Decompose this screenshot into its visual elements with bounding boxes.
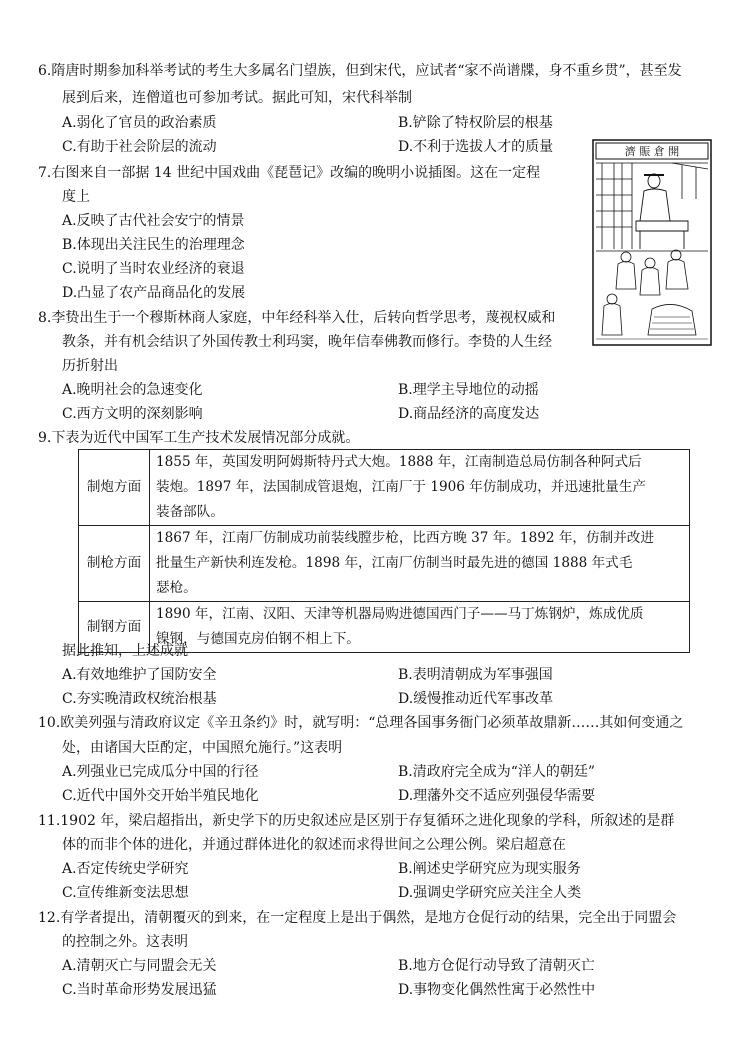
- q10-stem-line1: 10.欧美列强与清政府议定《辛丑条约》时，就写明：“总理各国事务衙门必须革故鼎新……其如何变通之: [38, 715, 684, 731]
- q8-option-a[interactable]: A.晚明社会的急速变化: [62, 382, 203, 398]
- q11-option-a[interactable]: A.否定传统史学研究: [62, 861, 189, 877]
- row-header: 制枪方面: [79, 526, 150, 602]
- row-content: [150, 450, 690, 526]
- row-text-line: 装炮。1897 年，法国制成管退炮，江南厂于 1906 年仿制成功，并迅速批量生产: [156, 479, 646, 495]
- q8-option-c[interactable]: C.西方文明的深刻影响: [62, 406, 203, 422]
- q11-stem-line2: 体的而非个体的进化，并通过群体进化的叙述而求得世间之公理公例。梁启超意在: [62, 837, 566, 853]
- q12-option-a[interactable]: A.清朝灭亡与同盟会无关: [62, 958, 217, 974]
- military-industry-table: [78, 449, 690, 653]
- q12-stem-line1: 12.有学者提出，清朝覆灭的到来，在一定程度上是出于偶然，是地方仓促行动的结果，完全出于同盟会: [38, 910, 677, 926]
- q6-option-b[interactable]: B.铲除了特权阶层的根基: [398, 115, 553, 131]
- table-row: [79, 526, 690, 602]
- q8-option-d[interactable]: D.商品经济的高度发达: [398, 406, 540, 422]
- q11-option-b[interactable]: B.阐述史学研究应为现实服务: [398, 861, 581, 877]
- q10-option-b[interactable]: B.清政府完全成为“洋人的朝廷”: [398, 764, 596, 780]
- q8-stem-line3: 历折射出: [62, 358, 118, 374]
- woodblock-illustration: [592, 139, 712, 346]
- q12-option-d[interactable]: D.事物变化偶然性寓于必然性中: [398, 982, 596, 998]
- illustration-title: 濟 賑 倉 開: [624, 145, 680, 158]
- q12-option-b[interactable]: B.地方仓促行动导致了清朝灭亡: [398, 958, 595, 974]
- q9-option-d[interactable]: D.缓慢推动近代军事改革: [398, 691, 554, 707]
- row-text-line: 装备部队。: [156, 504, 224, 520]
- q9-stem-after: 据此推知，上述成就: [62, 643, 188, 659]
- q6-option-d[interactable]: D.不利于选拔人才的质量: [398, 139, 554, 155]
- row-content: [150, 602, 690, 653]
- q9-option-c[interactable]: C.夯实晚清政权统治根基: [62, 691, 217, 707]
- q10-stem-line2: 处，由诸国大臣酌定，中国照允施行。”这表明: [62, 740, 343, 756]
- row-text-line: 1855 年，英国发明阿姆斯特丹式大炮。1888 年，江南制造总局仿制各种阿式后: [156, 454, 642, 470]
- table-row: [79, 450, 690, 526]
- q6-option-a[interactable]: A.弱化了官员的政治素质: [62, 115, 217, 131]
- q11-stem-line1: 11.1902 年，梁启超指出，新史学下的历史叙述应是区别于存复循环之进化现象的学科，所叙述的是群: [38, 813, 675, 829]
- q8-option-b[interactable]: B.理学主导地位的动摇: [398, 382, 539, 398]
- row-text-line: 瑟枪。: [156, 580, 197, 596]
- row-content: [150, 526, 690, 602]
- q9-stem: 9.下表为近代中国军工生产技术发展情况部分成就。: [38, 430, 360, 446]
- q11-option-d[interactable]: D.强调史学研究应关注全人类: [398, 885, 582, 901]
- row-header: 制钢方面: [79, 602, 150, 653]
- row-text-line: 批量生产新快利连发枪。1898 年，江南厂仿制当时最先进的德国 1888 年式毛: [156, 555, 633, 571]
- q11-option-c[interactable]: C.宣传维新变法思想: [62, 885, 189, 901]
- q9-option-a[interactable]: A.有效地维护了国防安全: [62, 667, 217, 683]
- q7-option-b[interactable]: B.体现出关注民生的治理理念: [62, 237, 245, 253]
- q12-stem-line2: 的控制之外。这表明: [62, 934, 188, 950]
- q10-option-c[interactable]: C.近代中国外交开始半殖民地化: [62, 788, 259, 804]
- q8-stem-line1: 8.李贽出生于一个穆斯林商人家庭，中年经科举入仕，后转向哲学思考，蔑视权威和: [38, 310, 556, 326]
- row-text-line: 镍钢，与德国克房伯钢不相上下。: [156, 631, 360, 647]
- q7-option-a[interactable]: A.反映了古代社会安宁的情景: [62, 213, 245, 229]
- q9-option-b[interactable]: B.表明清朝成为军事强国: [398, 667, 553, 683]
- q12-option-c[interactable]: C.当时革命形势发展迅猛: [62, 982, 217, 998]
- q6-stem-line1: 6.隋唐时期参加科举考试的考生大多属名门望族，但到宋代，应试者“家不尚谱牒，身不重乡贯”，甚至发: [38, 63, 682, 79]
- q7-stem-line2: 度上: [62, 189, 90, 205]
- q7-option-c[interactable]: C.说明了当时农业经济的衰退: [62, 261, 245, 277]
- row-text-line: 1890 年，江南、汉阳、天津等机器局购进德国西门子——马丁炼钢炉，炼成优质: [156, 606, 644, 622]
- q7-option-d[interactable]: D.凸显了农产品商品化的发展: [62, 285, 246, 301]
- row-text-line: 1867 年，江南厂仿制成功前装线膛步枪，比西方晚 37 年。1892 年，仿制并改进: [156, 530, 654, 546]
- q7-stem-line1: 7.右图来自一部据 14 世纪中国戏曲《琵琶记》改编的晚明小说插图。这在一定程: [38, 165, 541, 181]
- row-header: 制炮方面: [79, 450, 150, 526]
- q8-stem-line2: 教条，并有机会结识了外国传教士利玛窦，晚年信奉佛教而修行。李贽的人生经: [62, 334, 552, 350]
- q10-option-d[interactable]: D.理藩外交不适应列强侵华需要: [398, 788, 596, 804]
- q10-option-a[interactable]: A.列强业已完成瓜分中国的行径: [62, 764, 259, 780]
- q6-stem-line2: 展到后来，连僧道也可参加考试。据此可知，宋代科举制: [62, 90, 412, 106]
- q6-option-c[interactable]: C.有助于社会阶层的流动: [62, 139, 217, 155]
